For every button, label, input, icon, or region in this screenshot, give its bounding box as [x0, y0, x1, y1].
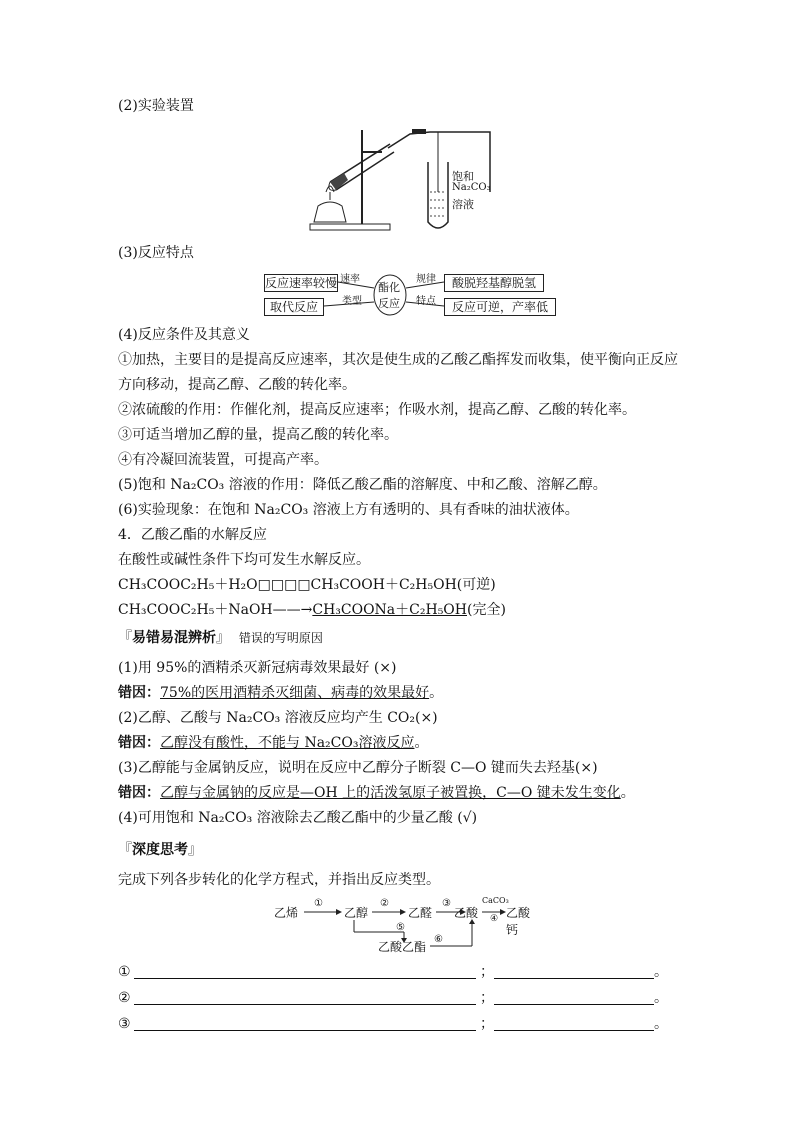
section-2-title: (2)实验装置 [118, 98, 194, 114]
label-feature: 特点 [416, 296, 436, 307]
label-type: 类型 [342, 296, 362, 307]
apparatus-label-1: 饱和 [452, 170, 474, 183]
hydrolysis-title: 4．乙酸乙酯的水解反应 [118, 527, 267, 543]
error-analysis-title: 易错易混辨析 [132, 630, 216, 646]
s4-line-1a: ①加热，主要目的是提高反应速率，其次是使生成的乙酸乙酯挥发而收集，使平衡向正反应 [118, 352, 678, 368]
equation-1: CH₃COOC₂H₅＋H₂O□□□□CH₃COOH＋C₂H₅OH(可逆) [118, 577, 496, 593]
answer-1-label: 错因： [118, 685, 160, 701]
blank-2-equation[interactable] [134, 988, 476, 1005]
conversion-chain-diagram [274, 896, 534, 954]
box-rate: 反应速率较慢 [265, 276, 338, 290]
center-line-2: 反应 [378, 297, 400, 310]
center-line-1: 酯化 [378, 281, 400, 294]
deep-thinking-tag: 『深度思考』 [118, 842, 202, 858]
answer-3-label: 错因： [118, 785, 160, 801]
chain-step-1: ① [314, 898, 323, 909]
error-analysis-tag: 『易错易混辨析』 错误的写明原因 [118, 630, 323, 646]
blank-2-type[interactable] [494, 988, 654, 1005]
eq2-left: CH₃COOC₂H₅＋NaOH——→ [118, 602, 313, 618]
blank-3-equation[interactable] [134, 1014, 476, 1031]
answer-2: 错因：乙醇没有酸性，不能与 Na₂CO₃溶液反应。 [118, 735, 429, 751]
answer-3: 错因：乙醇与金属钠的反应是—OH 上的活泼氢原子被置换，C—O 键未发生变化。 [118, 785, 635, 801]
blank-3-type[interactable] [494, 1014, 654, 1031]
question-2: (2)乙醇、乙酸与 Na₂CO₃ 溶液反应均产生 CO₂(×) [118, 710, 438, 726]
experiment-apparatus-figure [300, 122, 510, 234]
label-rule: 规律 [416, 274, 436, 285]
box-feature: 反应可逆，产率低 [444, 298, 556, 316]
chain-node-acetaldehyde: 乙醛 [408, 906, 433, 920]
answer-2-label: 错因： [118, 735, 160, 751]
reaction-diagram [262, 270, 572, 320]
blank-row-1-number: ① [118, 964, 131, 980]
chain-node-acetic-acid: 乙酸 [454, 906, 479, 920]
question-3: (3)乙醇能与金属钠反应，说明在反应中乙醇分子断裂 C—O 键而失去羟基(×) [118, 760, 598, 776]
blank-1-type[interactable] [494, 962, 654, 979]
deep-thinking-title: 深度思考 [132, 842, 188, 858]
eq2-products: CH₃COONa＋C₂H₅OH [312, 602, 467, 618]
chain-step-2: ② [380, 898, 389, 909]
s4-line-4: ④有冷凝回流装置，可提高产率。 [118, 452, 328, 468]
chain-node-ethanol: 乙醇 [344, 906, 369, 920]
blank-row-3-number: ③ [118, 1016, 131, 1032]
chain-step-3: ③ [442, 898, 451, 909]
section-5: (5)饱和 Na₂CO₃ 溶液的作用：降低乙酸乙酯的溶解度、中和乙酸、溶解乙醇。 [118, 477, 607, 493]
eq2-right: (完全) [467, 602, 506, 618]
apparatus-label-3: 溶液 [452, 198, 474, 211]
section-4-title: (4)反应条件及其意义 [118, 327, 250, 343]
chain-step-5: ⑤ [396, 922, 405, 933]
chain-node-ethylene: 乙烯 [274, 906, 299, 920]
chain-node-ethyl-acetate: 乙酸乙酯 [378, 940, 427, 954]
box-rule: 酸脱羟基醇脱氢 [444, 274, 544, 292]
chain-step-4: ④ [490, 914, 499, 924]
section-3-title: (3)反应特点 [118, 245, 194, 261]
s4-line-2: ②浓硫酸的作用：作催化剂，提高反应速率；作吸水剂，提高乙醇、乙酸的转化率。 [118, 402, 636, 418]
question-4: (4)可用饱和 Na₂CO₃ 溶液除去乙酸乙酯中的少量乙酸 (√) [118, 810, 478, 826]
blank-row-2-number: ② [118, 990, 131, 1006]
s4-line-3: ③可适当增加乙醇的量，提高乙酸的转化率。 [118, 427, 398, 443]
answer-1: 错因：75%的医用酒精杀灭细菌、病毒的效果最好。 [118, 685, 444, 701]
apparatus-drawing [300, 122, 510, 234]
chain-node-calcium-acetate: 乙酸钙 [506, 906, 531, 937]
blank-1-equation[interactable] [134, 962, 476, 979]
apparatus-label-2: Na₂CO₃ [452, 182, 491, 193]
box-type: 取代反应 [264, 298, 324, 316]
deep-thinking-intro: 完成下列各步转化的化学方程式，并指出反应类型。 [118, 872, 440, 888]
answer-3-text: 乙醇与金属钠的反应是—OH 上的活泼氢原子被置换，C—O 键未发生变化 [160, 785, 621, 801]
hydrolysis-intro: 在酸性或碱性条件下均可发生水解反应。 [118, 552, 370, 568]
s4-line-1b: 方向移动，提高乙醇、乙酸的转化率。 [118, 377, 356, 393]
error-analysis-note: 错误的写明原因 [238, 631, 323, 645]
chain-step-6: ⑥ [434, 934, 443, 945]
label-rate: 速率 [340, 274, 360, 285]
section-6: (6)实验现象：在饱和 Na₂CO₃ 溶液上方有透明的、具有香味的油状液体。 [118, 502, 579, 518]
answer-2-text: 乙醇没有酸性，不能与 Na₂CO₃溶液反应 [160, 735, 415, 751]
question-1: (1)用 95%的酒精杀灭新冠病毒效果最好 (×) [118, 660, 397, 676]
answer-1-text: 75%的医用酒精杀灭细菌、病毒的效果最好 [160, 685, 430, 701]
chain-step-4-reagent: CaCO₃ [482, 896, 509, 905]
equation-2 [118, 600, 506, 620]
